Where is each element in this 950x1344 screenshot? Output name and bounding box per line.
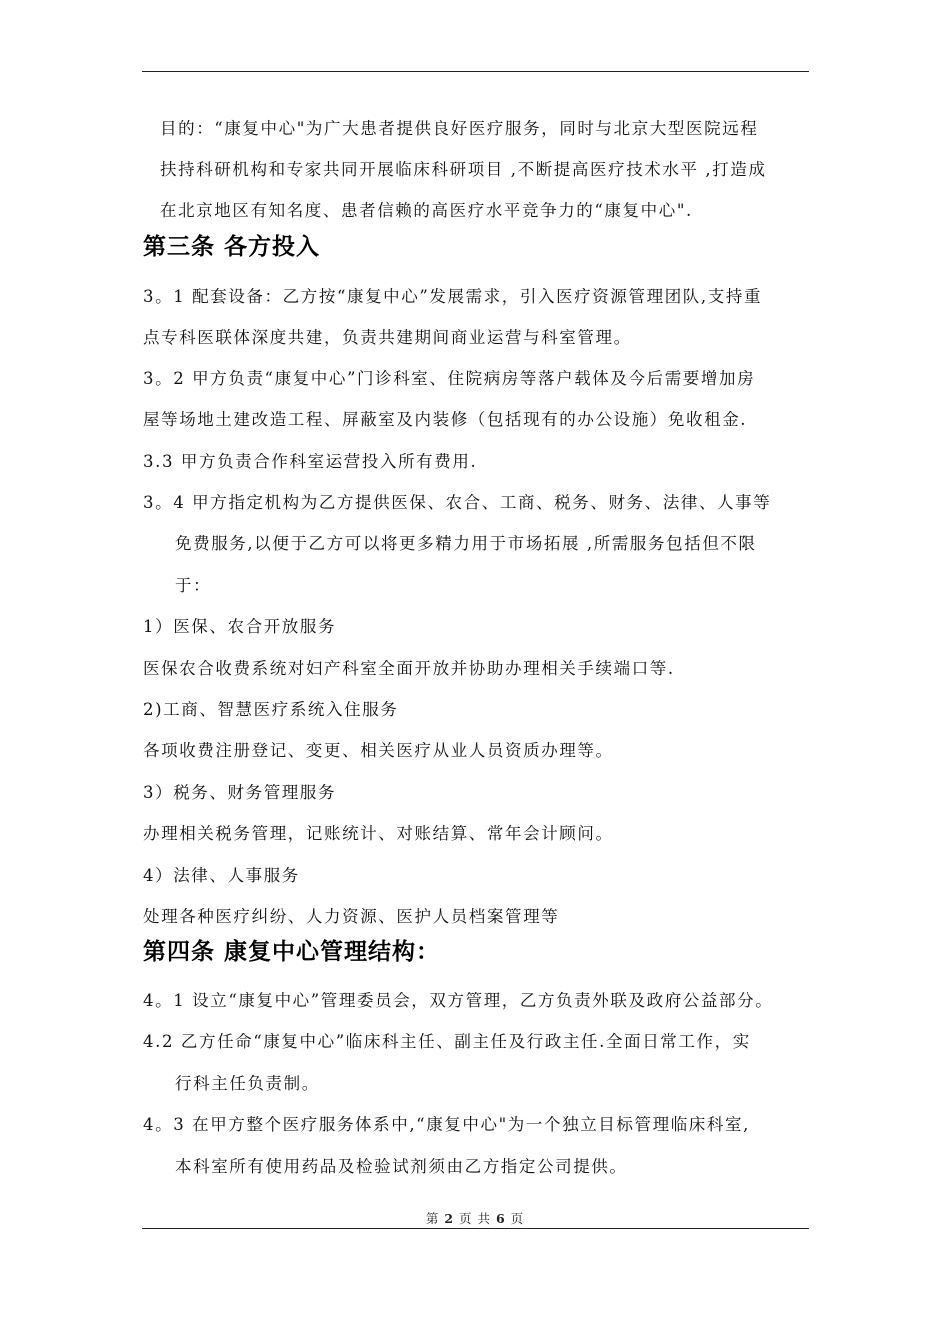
article-line: 屋等场地土建改造工程、屏蔽室及内装修（包括现有的办公设施）免收租金. [143, 410, 748, 429]
article-line: 3.3 甲方负责合作科室运营投入所有费用. [143, 452, 478, 471]
article-line: 2)工商、智慧医疗系统入住服务 [143, 700, 399, 719]
current-page-number: 2 [444, 1211, 455, 1226]
intro-line: 扶持科研机构和专家共同开展临床科研项目 ,不断提高医疗技术水平 ,打造成 [160, 160, 767, 179]
article-line: 本科室所有使用药品及检验试剂须由乙方指定公司提供。 [175, 1157, 628, 1176]
article-line: 1）医保、农合开放服务 [143, 617, 337, 636]
footer-rule [142, 1228, 809, 1229]
header-rule [142, 71, 809, 72]
article-line: 点专科医联体深度共建，负责共建期间商业运营与科室管理。 [143, 328, 632, 347]
intro-line: 目的：“康复中心"为广大患者提供良好医疗服务，同时与北京大型医院远程 [160, 119, 759, 138]
intro-line: 在北京地区有知名度、患者信赖的高医疗水平竞争力的“康复中心". [160, 201, 693, 220]
footer-suffix: 页 [510, 1211, 525, 1226]
footer-middle: 页 共 [459, 1211, 491, 1226]
article-line: 4。1 设立“康复中心”管理委员会，双方管理，乙方负责外联及政府公益部分。 [143, 991, 774, 1010]
article-line: 4）法律、人事服务 [143, 866, 300, 885]
article-line: 于： [175, 576, 212, 595]
article-line: 各项收费注册登记、变更、相关医疗从业人员资质办理等。 [143, 741, 614, 760]
page-footer [0, 1209, 950, 1227]
article-line: 医保农合收费系统对妇产科室全面开放并协助办理相关手续端口等. [143, 659, 675, 678]
article-line: 处理各种医疗纠纷、人力资源、医护人员档案管理等 [143, 907, 560, 926]
article-line: 免费服务,以便于乙方可以将更多精力用于市场拓展 ,所需服务包括但不限 [175, 534, 757, 553]
article-4-heading: 第四条 康复中心管理结构： [143, 939, 441, 965]
article-line: 办理相关税务管理，记账统计、对账结算、常年会计顾问。 [143, 824, 614, 843]
article-line: 行科主任负责制。 [175, 1074, 320, 1093]
article-line: 3。2 甲方负责“康复中心”门诊科室、住院病房等落户载体及今后需要增加房 [143, 369, 756, 388]
article-line: 3。4 甲方指定机构为乙方提供医保、农合、工商、税务、财务、法律、人事等 [143, 493, 772, 512]
article-line: 3。1 配套设备：乙方按“康复中心”发展需求，引入医疗资源管理团队,支持重 [143, 287, 763, 306]
article-line: 3）税务、财务管理服务 [143, 783, 337, 802]
footer-prefix: 第 [425, 1211, 440, 1226]
article-3-heading: 第三条 各方投入 [143, 234, 321, 260]
article-line: 4.2 乙方任命“康复中心”临床科主任、副主任及行政主任.全面日常工作，实 [143, 1032, 751, 1051]
total-page-number: 6 [495, 1211, 506, 1226]
article-line: 4。3 在甲方整个医疗服务体系中,“康复中心"为一个独立目标管理临床科室, [143, 1115, 750, 1134]
